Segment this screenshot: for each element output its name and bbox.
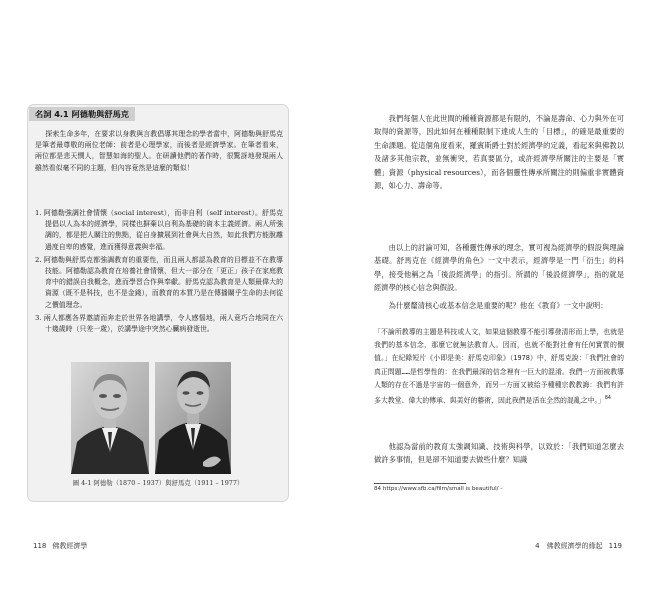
footnote: 84 https://www.sfb.ca/film/small is beautiful/ -	[374, 486, 503, 492]
left-page	[0, 0, 327, 609]
sidebar-box-list	[35, 208, 283, 337]
list-item: 3. 兩人都應各界邀請而奔走於世界各地講學，令人感惱地，兩人竟巧合地同在六十幾歲時（只差一歲），於講學途中突然心臟病發逝世。	[35, 313, 283, 334]
right-page	[328, 0, 655, 609]
paragraph: 由以上的討論可知，各種靈性傳承的理念，實可視為經濟學的假設與理論基礎。舒馬克在《經濟學的角色》一文中表示，經濟學是一門「衍生」的科學，接受他稱之為「後設經濟學」的指引。所謂的「後設經濟學」，指的就是經濟學的核心信念與假設。	[374, 243, 624, 293]
schumacher-photo	[155, 362, 231, 474]
page-footer-right	[535, 541, 628, 551]
page-number: 119	[608, 542, 622, 550]
paragraph: 為什麼釐清核心或基本信念是重要的呢？他在《教育》一文中說明：	[388, 301, 608, 310]
figure-caption: 圖 4-1 阿德勒（1870 – 1937）與舒馬克（1911 – 1977）	[72, 479, 244, 487]
paragraph: 我們每個人在此世間的種種資源都是有限的，不論是壽命、心力與外在可取得的資源等，因此如何在種種限制下達成人生的「目標」，的確是最重要的生命課題。從這個角度看來，羅賓斯爵士對於經濟學的定義，看起來與佛教以及諸多其他宗教，並無衝突，若真要區分，或許經濟學所關注的主要是「實體」資源（physical resources），而各個靈性傳承所關注的則偏重非實體資源，如心力、壽命等。	[374, 114, 624, 191]
adler-photo	[71, 362, 149, 474]
block-quote	[374, 326, 624, 408]
running-title: 佛教經濟學	[52, 542, 88, 550]
running-title: 4 佛教經濟學的緣起	[535, 542, 603, 550]
footnote-rule	[374, 483, 466, 484]
page-number: 118	[33, 542, 47, 550]
footnote-marker: 84	[604, 395, 611, 402]
page-footer-left	[27, 541, 87, 551]
sidebar-box-title: 名詞 4.1 阿德勒與舒馬克	[29, 107, 135, 121]
list-item: 2. 阿德勒與舒馬克都強調教育的重要性，而且兩人都認為教育的目標並不在教導技能。阿德勒認為教育在培養社會情懷，但大一部分在「更正」孩子在家庭教育中的錯誤自我概念，進而學習合作與奉獻。舒馬克認為教育是人類最偉大的資源（既不是科技，也不是金錢），而教育的本質乃是在傳播關乎生命的去何從之價值理念。	[35, 255, 283, 309]
sidebar-box-intro: 探索生命多年，在要求以身教與言教倡導其理念的學者當中，阿德勒與舒馬克是筆者最尊敬的兩位老師：前者是心理學家，而後者是經濟學家。在筆者看來，兩位都是悲天憫人，智慧如海的聖人。在研讀他們的著作時，很驚訝地發現兩人雖然看似毫不同的主題，但內容竟然是這麼的類似！	[35, 130, 283, 172]
paragraph: 他認為當前的教育太強調知識、技術與科學，以致於：「我們知道怎麼去做許多事情，但是卻不知道要去做些什麼？知識	[374, 442, 624, 465]
list-item: 1. 阿德勒強調社會情懷（social interest），而非自利（self interest）。舒馬克提倡以人為本的經濟學，同樣也摒棄以自利為基礎的資本主義經濟。兩人所強調的，都是把人關注的焦點，從自身擴展到社會與大自然，如此我們方能脫離過度自卑的感覺，進而獲得意義與幸福。	[35, 209, 283, 251]
quote-text: 「不論所教導的主題是科技或人文，如果這個教導不能引導發清形而上學，也就是我們的基本信念，那麼它就無法教育人。因而，也就不能對社會有任何實質的價值。」在紀錄短片《小即是美：舒馬克印象》（1978）中，舒馬克說：「我們社會的真正問題……是哲學性的：在我們最深的信念裡有一巨大的混淆。我們一方面被教導人類的存在不過是宇宙的一個意外，而另一方面又被給予種種宗教教誨：我們有許多大教堂、偉大的傳承、與美好的藝術，因此我們是活在全然的混亂之中。」	[374, 328, 624, 405]
